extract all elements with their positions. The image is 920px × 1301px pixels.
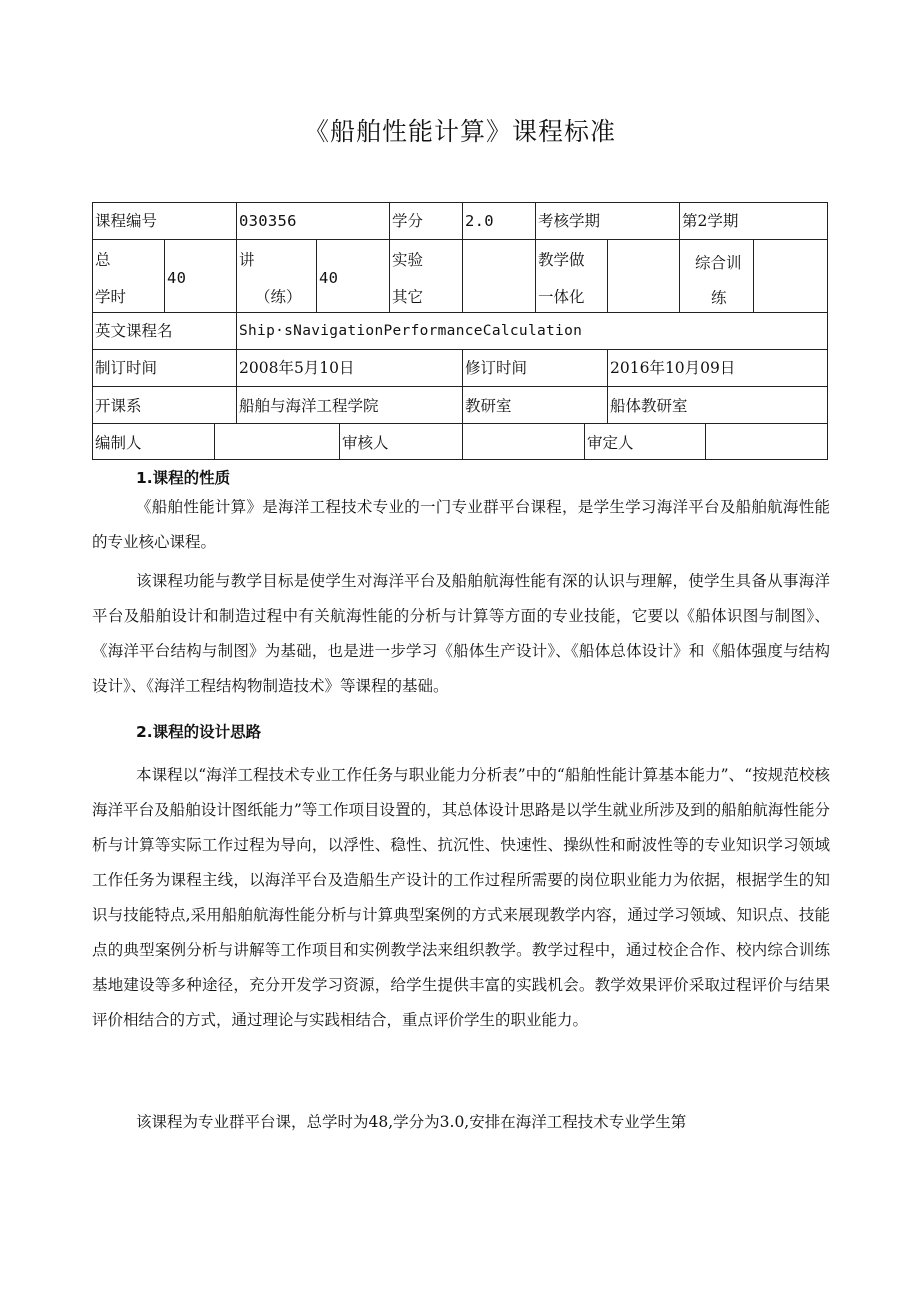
section-1-paragraph-2: 该课程功能与教学目标是使学生对海洋平台及船舶航海性能有深的认识与理解，使学生具备从事海洋平台及船舶设计和制造过程中有关航海性能的分析与计算等方面的专业技能，它要以《船体识图与制图》、《海洋平台结构与制图》为基础，也是进一步学习《船体生产设计》、《船体总体设计》和《船体强度与结构设计》、《海洋工程结构物制造技术》等课程的基础。 — [92, 572, 830, 695]
credit-value: 2.0 — [465, 212, 494, 230]
teaching-office-value: 船体教研室 — [610, 397, 688, 415]
lab-label-2: 其它 — [392, 288, 424, 306]
integrated-label-1: 教学做 — [538, 251, 585, 269]
approver-label: 审定人 — [587, 434, 634, 452]
lecture-label-2: （练） — [255, 288, 302, 306]
comprehensive-training-label-2: 练 — [711, 289, 727, 307]
revised-date-value: 2016年10月09日 — [610, 359, 736, 377]
exam-term-value: 第2学期 — [682, 212, 739, 230]
department-label: 开课系 — [95, 397, 142, 415]
lecture-hours-value: 40 — [319, 269, 339, 287]
english-name-value: Ship·sNavigationPerformanceCalculation — [239, 323, 583, 339]
integrated-label-2: 一体化 — [538, 288, 585, 306]
created-date-value: 2008年5月10日 — [239, 359, 355, 377]
department-value: 船舶与海洋工程学院 — [239, 397, 379, 415]
created-date-label: 制订时间 — [95, 359, 158, 377]
teaching-office-label: 教研室 — [465, 397, 512, 415]
lab-label-1: 实验 — [392, 251, 424, 269]
english-name-label: 英文课程名 — [95, 322, 173, 340]
course-code-value: 030356 — [239, 212, 297, 230]
credit-label: 学分 — [392, 212, 424, 230]
document-title: 《船舶性能计算》课程标准 — [303, 117, 616, 146]
course-code-label: 课程编号 — [95, 212, 158, 230]
lecture-label-1: 讲 — [239, 251, 255, 269]
total-hours-label-1: 总 — [95, 251, 111, 269]
section-1-heading: 1.课程的性质 — [136, 469, 231, 487]
author-label: 编制人 — [95, 434, 142, 452]
section-2-paragraph-1: 本课程以“海洋工程技术专业工作任务与职业能力分析表”中的“船舶性能计算基本能力”、“按规范校核海洋平台及船舶设计图纸能力”等工作项目设置的，其总体设计思路是以学生就业所涉及到的船舶航海性能分析与计算等实际工作过程为导向，以浮性、稳性、抗沉性、快速性、操纵性和耐波性等的专业知识学习领域工作任务为课程主线，以海洋平台及造船生产设计的工作过程所需要的岗位职业能力为依据，根据学生的知识与技能特点,采用船舶航海性能分析与计算典型案例的方式来展现教学内容，通过学习领域、知识点、技能点的典型案例分析与讲解等工作项目和实例教学法来组织教学。教学过程中，通过校企合作、校内综合训练基地建设等多种途径，充分开发学习资源，给学生提供丰富的实践机会。教学效果评价采取过程评价与结果评价相结合的方式，通过理论与实践相结合，重点评价学生的职业能力。 — [92, 766, 830, 1029]
total-hours-value: 40 — [167, 269, 187, 287]
reviewer-label: 审核人 — [342, 434, 389, 452]
section-1-paragraph-1: 《船舶性能计算》是海洋工程技术专业的一门专业群平台课程，是学生学习海洋平台及船舶航海性能的专业核心课程。 — [92, 498, 830, 551]
revised-date-label: 修订时间 — [465, 359, 528, 377]
exam-term-label: 考核学期 — [538, 212, 601, 230]
comprehensive-training-label-1: 综合训 — [695, 254, 742, 272]
section-2-paragraph-2: 该课程为专业群平台课，总学时为48,学分为3.0,安排在海洋工程技术专业学生第 — [136, 1113, 687, 1131]
total-hours-label-2: 学时 — [95, 288, 127, 306]
section-2-heading: 2.课程的设计思路 — [136, 723, 262, 741]
